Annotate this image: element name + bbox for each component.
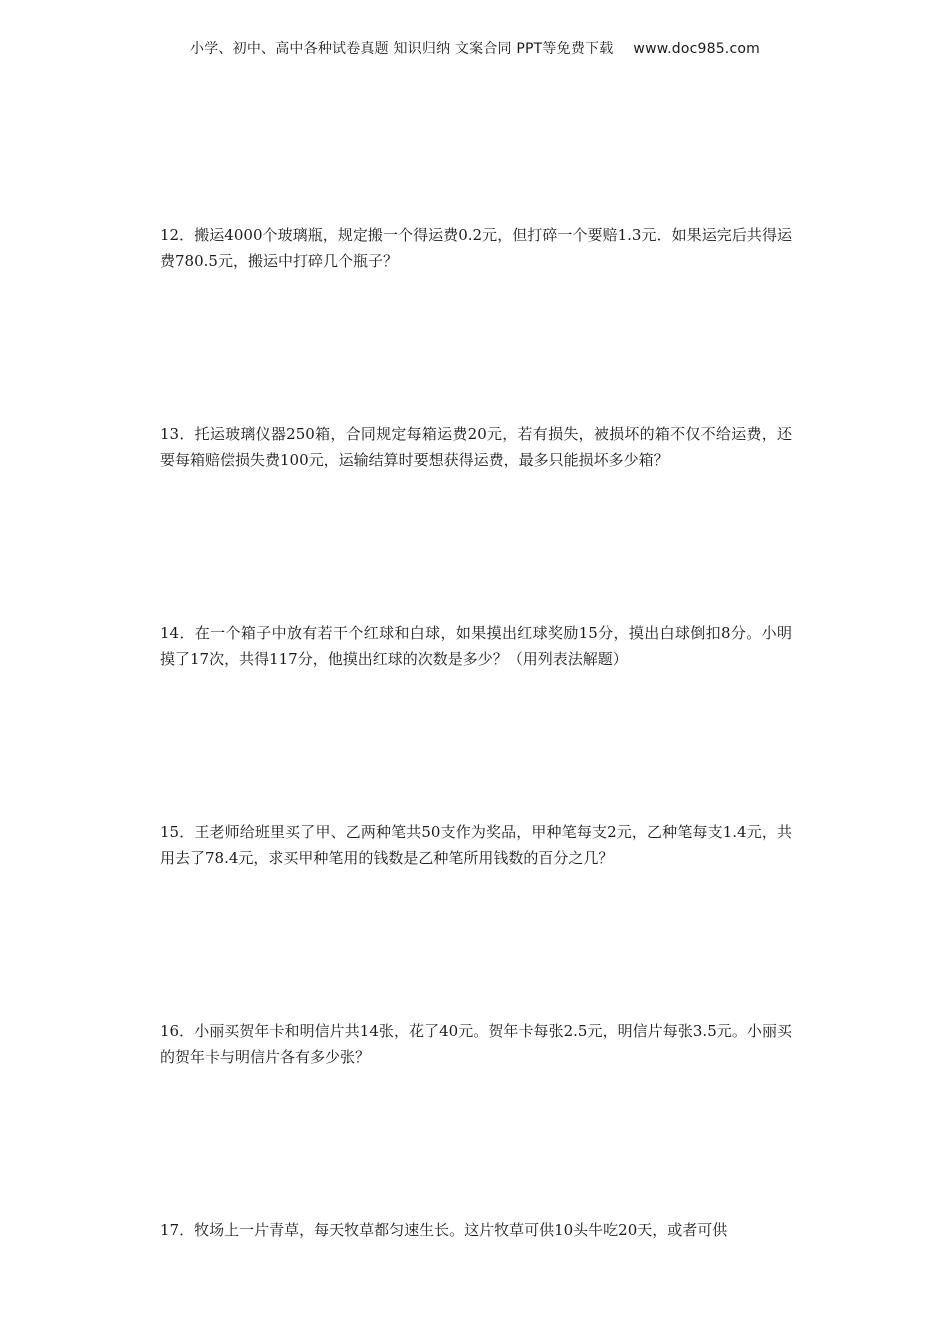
question-text <box>160 222 792 274</box>
page-header <box>0 38 950 58</box>
question-text <box>160 421 792 473</box>
question-text <box>160 1018 792 1070</box>
question-body: 搬运4000个玻璃瓶，规定搬一个得运费0.2元，但打碎一个要赔1.3元．如果运完后共得运费780.5元，搬运中打碎几个瓶子？ <box>160 226 793 270</box>
question-14 <box>160 620 792 672</box>
question-12 <box>160 222 792 274</box>
question-number: 12． <box>160 226 195 244</box>
question-body: 在一个箱子中放有若干个红球和白球，如果摸出红球奖励15分，摸出白球倒扣8分。小明摸了17次，共得117分，他摸出红球的次数是多少？（用列表法解题） <box>160 624 792 668</box>
question-16 <box>160 1018 792 1070</box>
question-17 <box>160 1217 792 1243</box>
header-url[interactable]: www.doc985.com <box>633 41 760 57</box>
question-number: 14． <box>160 624 195 642</box>
question-body: 王老师给班里买了甲、乙两种笔共50支作为奖品，甲种笔每支2元，乙种笔每支1.4元，共用去了78.4元，求买甲种笔用的钱数是乙种笔所用钱数的百分之几？ <box>160 823 792 867</box>
question-text <box>160 819 792 871</box>
question-number: 17． <box>160 1221 195 1239</box>
question-number: 13． <box>160 425 195 443</box>
question-15 <box>160 819 792 871</box>
question-body: 托运玻璃仪器250箱，合同规定每箱运费20元，若有损失，被损坏的箱不仅不给运费，还要每箱赔偿损失费100元，运输结算时要想获得运费，最多只能损坏多少箱？ <box>160 425 792 469</box>
question-body: 小丽买贺年卡和明信片共14张，花了40元。贺年卡每张2.5元，明信片每张3.5元。小丽买的贺年卡与明信片各有多少张？ <box>160 1022 793 1066</box>
header-text: 小学、初中、高中各种试卷真题 知识归纳 文案合同 PPT等免费下载 <box>190 41 614 57</box>
question-text <box>160 1217 792 1243</box>
question-number: 16． <box>160 1022 195 1040</box>
question-text <box>160 620 792 672</box>
question-number: 15． <box>160 823 195 841</box>
question-13 <box>160 421 792 473</box>
question-body: 牧场上一片青草，每天牧草都匀速生长。这片牧草可供10头牛吃20天，或者可供 <box>194 1221 728 1239</box>
